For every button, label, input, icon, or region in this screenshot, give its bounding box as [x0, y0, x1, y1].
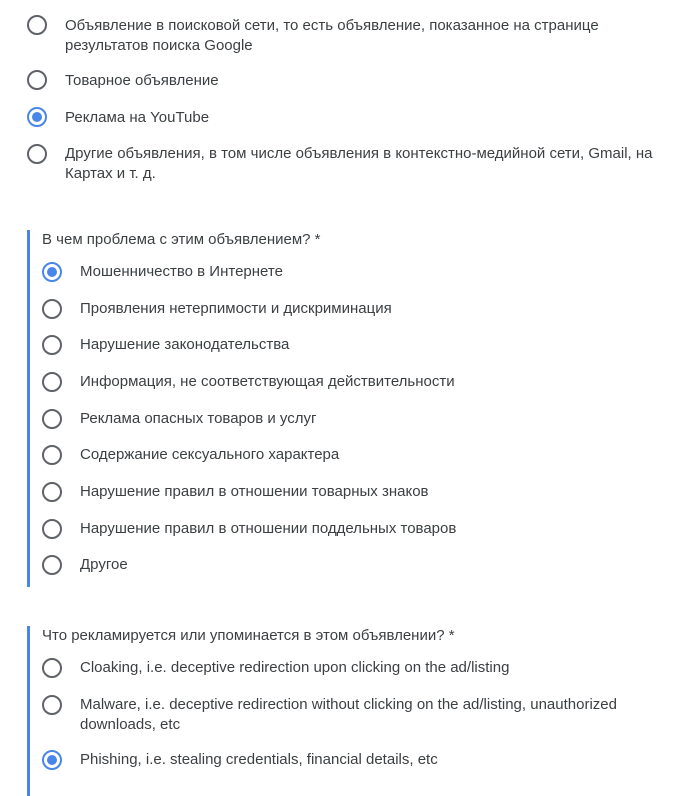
problem-option-misinformation[interactable] [30, 368, 700, 398]
ad-type-option-search[interactable] [0, 0, 700, 60]
ad-type-option-shopping[interactable] [0, 66, 700, 96]
option-label: Объявление в поисковой сети, то есть объявление, показанное на странице результатов поиска Google [65, 17, 599, 54]
problem-question-group [0, 230, 700, 587]
radio-button[interactable] [42, 299, 62, 319]
option-label: Нарушение правил в отношении поддельных товаров [80, 520, 457, 537]
problem-option-counterfeit[interactable] [30, 515, 700, 545]
option-label: Товарное объявление [65, 72, 219, 89]
problem-option-sexual-content[interactable] [30, 441, 700, 471]
option-label: Содержание сексуального характера [80, 446, 340, 463]
radio-button[interactable] [42, 658, 62, 678]
problem-option-law-violation[interactable] [30, 331, 700, 361]
option-label: Мошенничество в Интернете [80, 263, 283, 280]
radio-button[interactable] [42, 695, 62, 715]
radio-button[interactable] [42, 555, 62, 575]
question-title: Что рекламируется или упоминается в этом объявлении? * [42, 627, 455, 644]
advertised-option-phishing[interactable] [30, 746, 700, 776]
problem-option-trademark[interactable] [30, 478, 700, 508]
radio-button[interactable] [42, 445, 62, 465]
ad-type-group [0, 0, 700, 200]
advertised-question-group [0, 626, 700, 796]
option-label: Проявления нетерпимости и дискриминация [80, 300, 392, 317]
option-label: Реклама на YouTube [65, 109, 210, 126]
option-label: Другое [80, 556, 128, 573]
radio-button[interactable] [27, 15, 47, 35]
radio-button[interactable] [27, 144, 47, 164]
option-label: Cloaking, i.e. deceptive redirection upon clicking on the ad/listing [80, 659, 510, 676]
problem-option-other[interactable] [30, 551, 700, 581]
radio-button[interactable] [27, 70, 47, 90]
radio-button[interactable] [42, 482, 62, 502]
option-label: Нарушение правил в отношении товарных знаков [80, 483, 429, 500]
ad-type-option-other[interactable] [0, 140, 700, 190]
option-label: Нарушение законодательства [80, 336, 290, 353]
advertised-option-malware[interactable] [30, 691, 700, 741]
radio-button[interactable] [42, 372, 62, 392]
option-label: Реклама опасных товаров и услуг [80, 410, 317, 427]
radio-button[interactable] [42, 519, 62, 539]
option-label: Phishing, i.e. stealing credentials, financial details, etc [80, 751, 438, 768]
option-label: Malware, i.e. deceptive redirection without clicking on the ad/listing, unauthorized downloads, etc [80, 696, 617, 733]
radio-button[interactable] [42, 750, 62, 770]
option-label: Информация, не соответствующая действительности [80, 373, 455, 390]
option-label: Другие объявления, в том числе объявления в контекстно-медийной сети, Gmail, на Картах и т. д. [65, 145, 653, 182]
problem-option-discrimination[interactable] [30, 295, 700, 325]
radio-button[interactable] [42, 409, 62, 429]
problem-option-online-fraud[interactable] [30, 258, 700, 288]
question-title: В чем проблема с этим объявлением? * [42, 231, 321, 248]
radio-button[interactable] [42, 262, 62, 282]
advertised-option-cloaking[interactable] [30, 654, 700, 684]
ad-type-option-youtube[interactable] [0, 103, 700, 133]
problem-option-dangerous-goods[interactable] [30, 405, 700, 435]
radio-button[interactable] [27, 107, 47, 127]
radio-button[interactable] [42, 335, 62, 355]
